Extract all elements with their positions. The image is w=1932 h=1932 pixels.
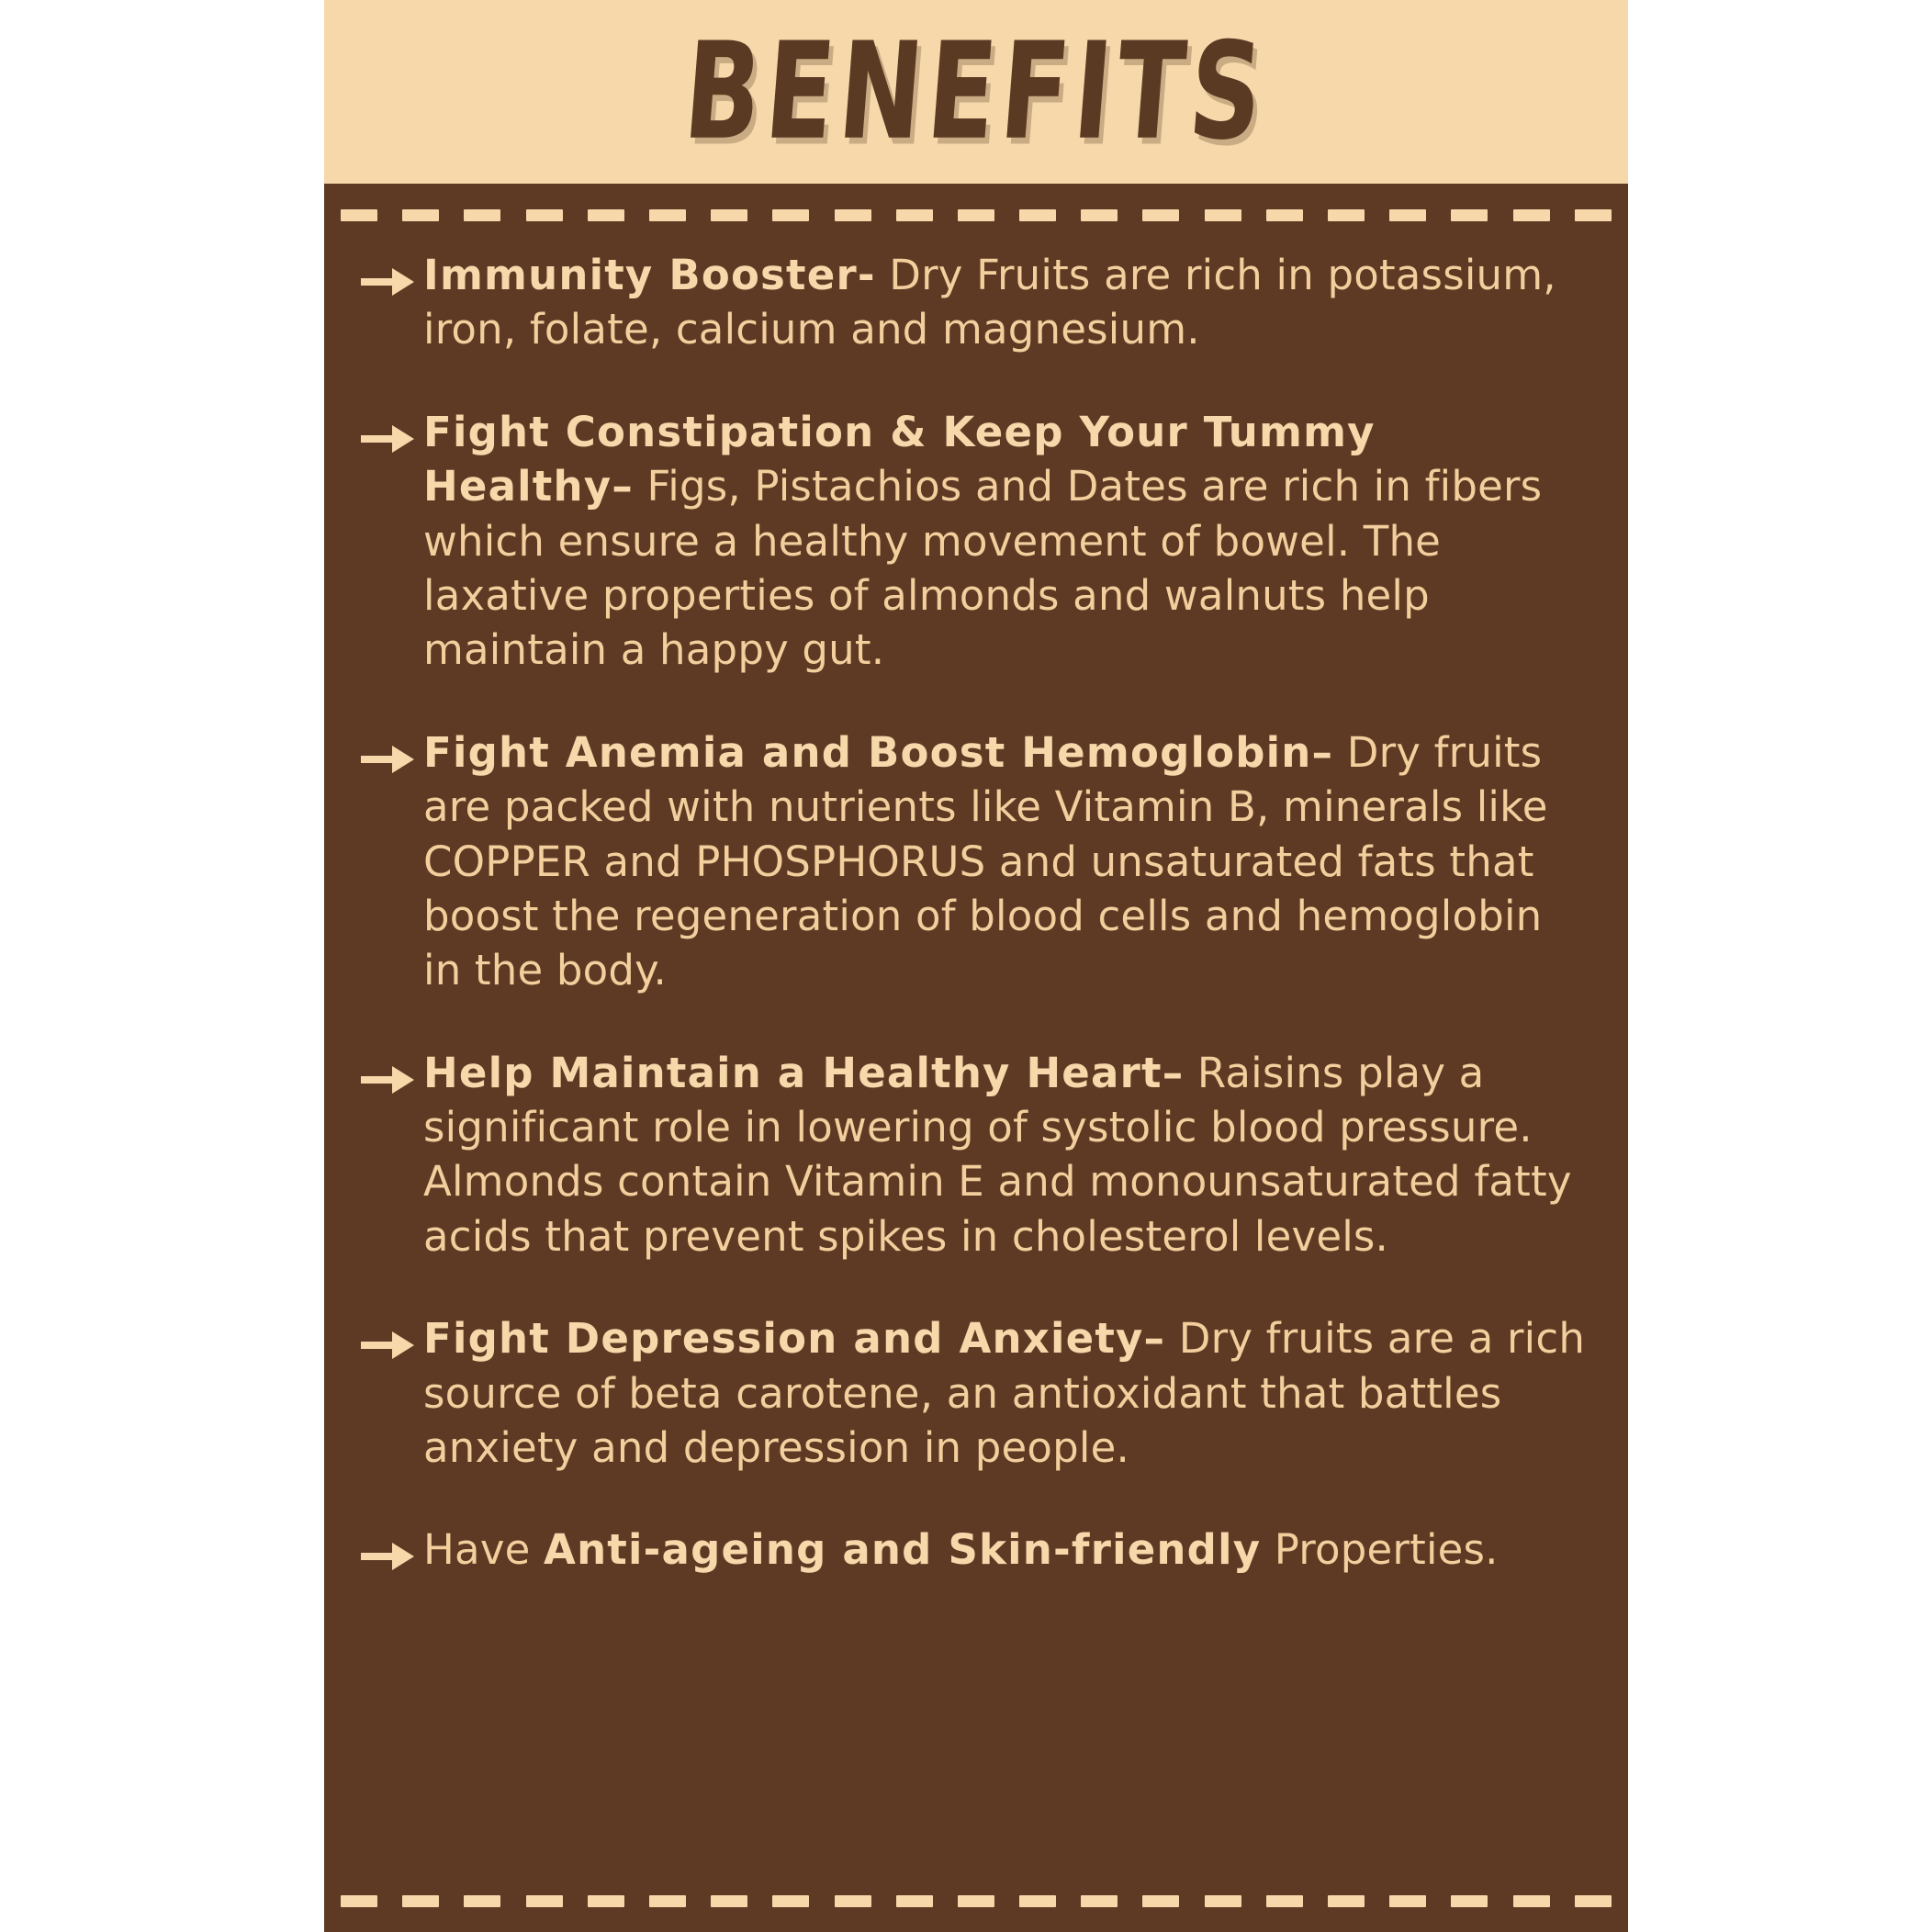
dash — [341, 209, 377, 221]
dash — [526, 209, 563, 221]
dash — [1019, 209, 1056, 221]
dash — [1575, 209, 1612, 221]
dash — [835, 209, 871, 221]
list-item-text — [423, 405, 1591, 678]
bullet-wrap — [352, 1522, 423, 1572]
list-item — [352, 248, 1591, 357]
list-item-text — [423, 725, 1591, 998]
dash — [1019, 1895, 1056, 1907]
list-item-body: Dry fruits are a rich source of beta carotene, an antioxidant that battles anxiety and depression in people. — [423, 1314, 1586, 1473]
dash — [341, 1895, 377, 1907]
dash — [1205, 1895, 1241, 1907]
dash — [711, 1895, 747, 1907]
list-item-text — [423, 248, 1591, 357]
benefits-panel — [324, 184, 1628, 1932]
list-item-prefix: Have — [423, 1525, 545, 1575]
page-title: BENEFITS — [679, 14, 1274, 170]
list-item-text — [423, 1311, 1591, 1475]
dash — [711, 209, 747, 221]
dash — [1328, 1895, 1365, 1907]
list-item-body: Properties. — [1261, 1525, 1499, 1575]
list-item-text — [423, 1522, 1591, 1577]
dash — [1389, 1895, 1426, 1907]
list-item-lead: Help Maintain a Healthy Heart– — [423, 1048, 1185, 1097]
list-item-body: Dry fruits are packed with nutrients like Vitamin B, minerals like COPPER and PHOSPHORUS and unsaturated fats that boost the regeneration of blood cells and hemoglobin in the body. — [423, 727, 1548, 995]
dash — [1081, 209, 1118, 221]
arrow-right-icon — [359, 266, 416, 298]
bullet-wrap — [352, 725, 423, 775]
dash — [958, 209, 994, 221]
list-item-lead: Fight Constipation & Keep Your Tummy Healthy– — [423, 407, 1376, 511]
dash — [649, 1895, 686, 1907]
list-item-lead: Fight Anemia and Boost Hemoglobin– — [423, 727, 1334, 777]
list-item — [352, 1311, 1591, 1475]
dash — [464, 1895, 500, 1907]
dash — [1513, 1895, 1550, 1907]
list-item — [352, 1522, 1591, 1577]
dash — [1142, 209, 1179, 221]
dash — [649, 209, 686, 221]
list-item-lead: Immunity Booster- — [423, 251, 876, 299]
list-item-lead: Fight Depression and Anxiety– — [423, 1314, 1166, 1364]
dash — [588, 1895, 624, 1907]
dash — [1513, 209, 1550, 221]
list-item-text — [423, 1046, 1591, 1264]
list-item — [352, 405, 1591, 678]
bullet-wrap — [352, 1046, 423, 1095]
dash — [1328, 209, 1365, 221]
dash — [1266, 1895, 1303, 1907]
dash — [464, 209, 500, 221]
dash — [835, 1895, 871, 1907]
bullet-wrap — [352, 248, 423, 298]
list-item-body: Figs, Pistachios and Dates are rich in fibers which ensure a healthy movement of bowel. The laxative properties of almonds and walnuts help maintain a happy gut. — [423, 462, 1543, 675]
benefits-list — [324, 248, 1628, 1578]
dash — [1451, 209, 1488, 221]
poster-header — [324, 0, 1628, 184]
list-item-body: Raisins play a significant role in lowering of systolic blood pressure. Almonds contain Vitamin E and monounsaturated fatty acids that prevent spikes in cholesterol levels. — [423, 1048, 1572, 1261]
list-item-lead: Anti-ageing and Skin-friendly — [544, 1525, 1262, 1575]
dash — [772, 1895, 809, 1907]
dash — [896, 209, 933, 221]
dash — [1389, 209, 1426, 221]
dashed-divider-bottom — [341, 1895, 1612, 1908]
dash — [402, 209, 439, 221]
dash — [1142, 1895, 1179, 1907]
dash — [588, 209, 624, 221]
bullet-wrap — [352, 1311, 423, 1361]
arrow-right-icon — [359, 744, 416, 775]
arrow-right-icon — [359, 423, 416, 455]
dash — [1266, 209, 1303, 221]
dash — [526, 1895, 563, 1907]
dash — [1575, 1895, 1612, 1907]
list-item — [352, 1046, 1591, 1264]
dash — [1081, 1895, 1118, 1907]
dash — [772, 209, 809, 221]
arrow-right-icon — [359, 1541, 416, 1572]
arrow-right-icon — [359, 1064, 416, 1095]
dash — [1451, 1895, 1488, 1907]
dashed-divider-top — [341, 209, 1612, 222]
benefits-poster — [324, 0, 1628, 1932]
dash — [1205, 209, 1241, 221]
dash — [402, 1895, 439, 1907]
dash — [896, 1895, 933, 1907]
arrow-right-icon — [359, 1330, 416, 1361]
dash — [958, 1895, 994, 1907]
list-item-body: Dry Fruits are rich in potassium, iron, folate, calcium and magnesium. — [423, 251, 1556, 354]
bullet-wrap — [352, 405, 423, 455]
list-item — [352, 725, 1591, 998]
